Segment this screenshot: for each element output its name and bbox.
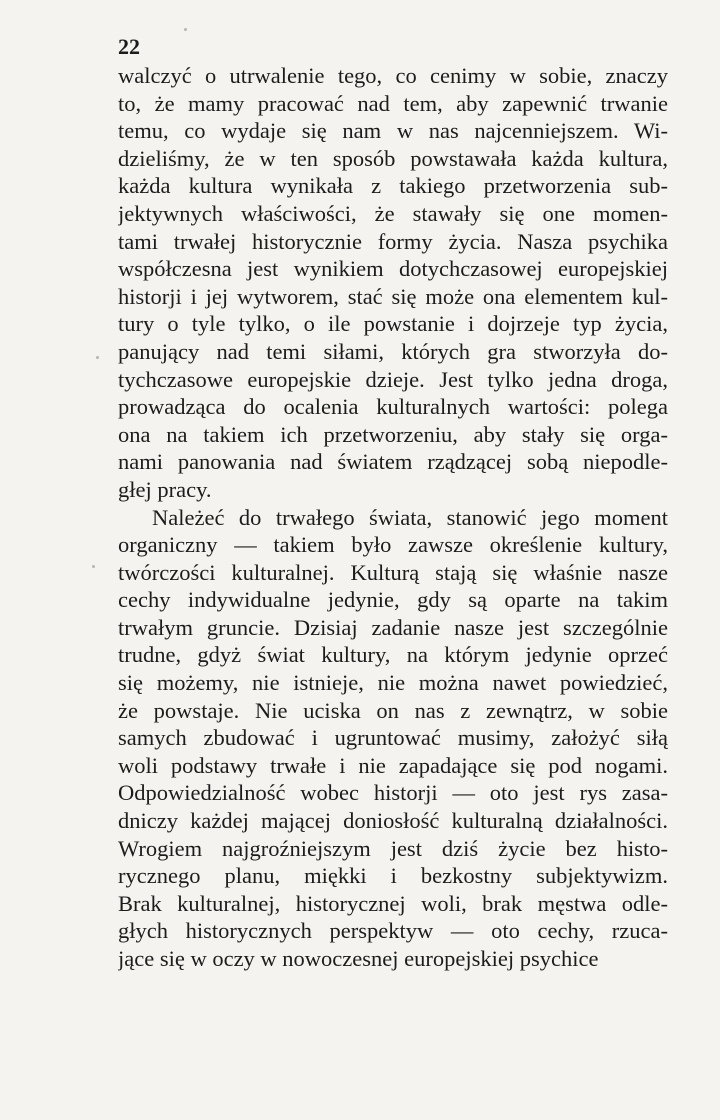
paper-speck xyxy=(184,28,187,31)
text-line: samych zbudować i ugruntować musimy, założyć siłą xyxy=(118,725,668,751)
text-body xyxy=(118,62,668,973)
text-line: dzieliśmy, że w ten sposób powstawała każda kultura, xyxy=(118,145,668,171)
text-line: woli podstawy trwałe i nie zapadające się pod nogami. xyxy=(118,752,668,778)
text-line: jektywnych właściwości, że stawały się one momen- xyxy=(118,200,668,226)
text-line: rycznego planu, miękki i bezkostny subjektywizm. xyxy=(118,863,668,889)
text-line: historji i jej wytworem, stać się może ona elementem kul- xyxy=(118,283,668,309)
text-line: Należeć do trwałego świata, stanowić jego moment xyxy=(152,504,668,530)
text-line: głej pracy. xyxy=(118,476,212,502)
text-line: trwałym gruncie. Dzisiaj zadanie nasze jest szczególnie xyxy=(118,614,668,640)
text-line: temu, co wydaje się nam w nas najcenniejszem. Wi- xyxy=(118,118,668,144)
text-line: walczyć o utrwalenie tego, co cenimy w sobie, znaczy xyxy=(118,63,668,88)
text-line: tami trwałej historycznie formy życia. Nasza psychika xyxy=(118,228,668,254)
text-line: ona na takiem ich przetworzeniu, aby stały się orga- xyxy=(118,421,668,447)
paper-speck xyxy=(92,565,95,568)
text-line: współczesna jest wynikiem dotychczasowej europejskiej xyxy=(118,256,668,282)
text-line: Brak kulturalnej, historycznej woli, brak męstwa odle- xyxy=(118,890,668,916)
text-line: głych historycznych perspektyw — oto cechy, rzuca- xyxy=(118,918,668,944)
text-line: Wrogiem najgroźniejszym jest dziś życie bez histo- xyxy=(118,835,668,861)
text-line: się możemy, nie istnieje, nie można nawet powiedzieć, xyxy=(118,670,668,696)
paper-speck xyxy=(96,356,99,359)
text-line: trudne, gdyż świat kultury, na którym jedynie oprzeć xyxy=(118,642,668,668)
text-line: cechy indywidualne jedynie, gdy są oparte na takim xyxy=(118,587,668,613)
text-line: że powstaje. Nie uciska on nas z zewnątrz, w sobie xyxy=(118,697,668,723)
text-line: to, że mamy pracować nad tem, aby zapewnić trwanie xyxy=(118,90,668,116)
text-line: nami panowania nad światem rządzącej sobą niepodle- xyxy=(118,449,668,475)
text-line: prowadząca do ocalenia kulturalnych wartości: polega xyxy=(118,394,668,420)
text-line: organiczny — takiem było zawsze określenie kultury, xyxy=(118,532,668,558)
text-line: Odpowiedzialność wobec historji — oto jest rys zasa- xyxy=(118,780,668,806)
text-line: dniczy każdej mającej doniosłość kulturalną działalności. xyxy=(118,808,668,834)
text-line: tury o tyle tylko, o ile powstanie i dojrzeje typ życia, xyxy=(118,311,668,337)
page-number: 22 xyxy=(118,34,140,59)
text-line: jące się w oczy w nowoczesnej europejskiej psychice xyxy=(118,946,599,971)
text-line: panujący nad temi siłami, których gra stworzyła do- xyxy=(118,338,668,364)
text-line: twórczości kulturalnej. Kulturą stają się właśnie nasze xyxy=(118,559,668,585)
text-line: każda kultura wynikała z takiego przetworzenia sub- xyxy=(118,173,668,199)
text-line: tychczasowe europejskie dzieje. Jest tylko jedna droga, xyxy=(118,366,668,392)
